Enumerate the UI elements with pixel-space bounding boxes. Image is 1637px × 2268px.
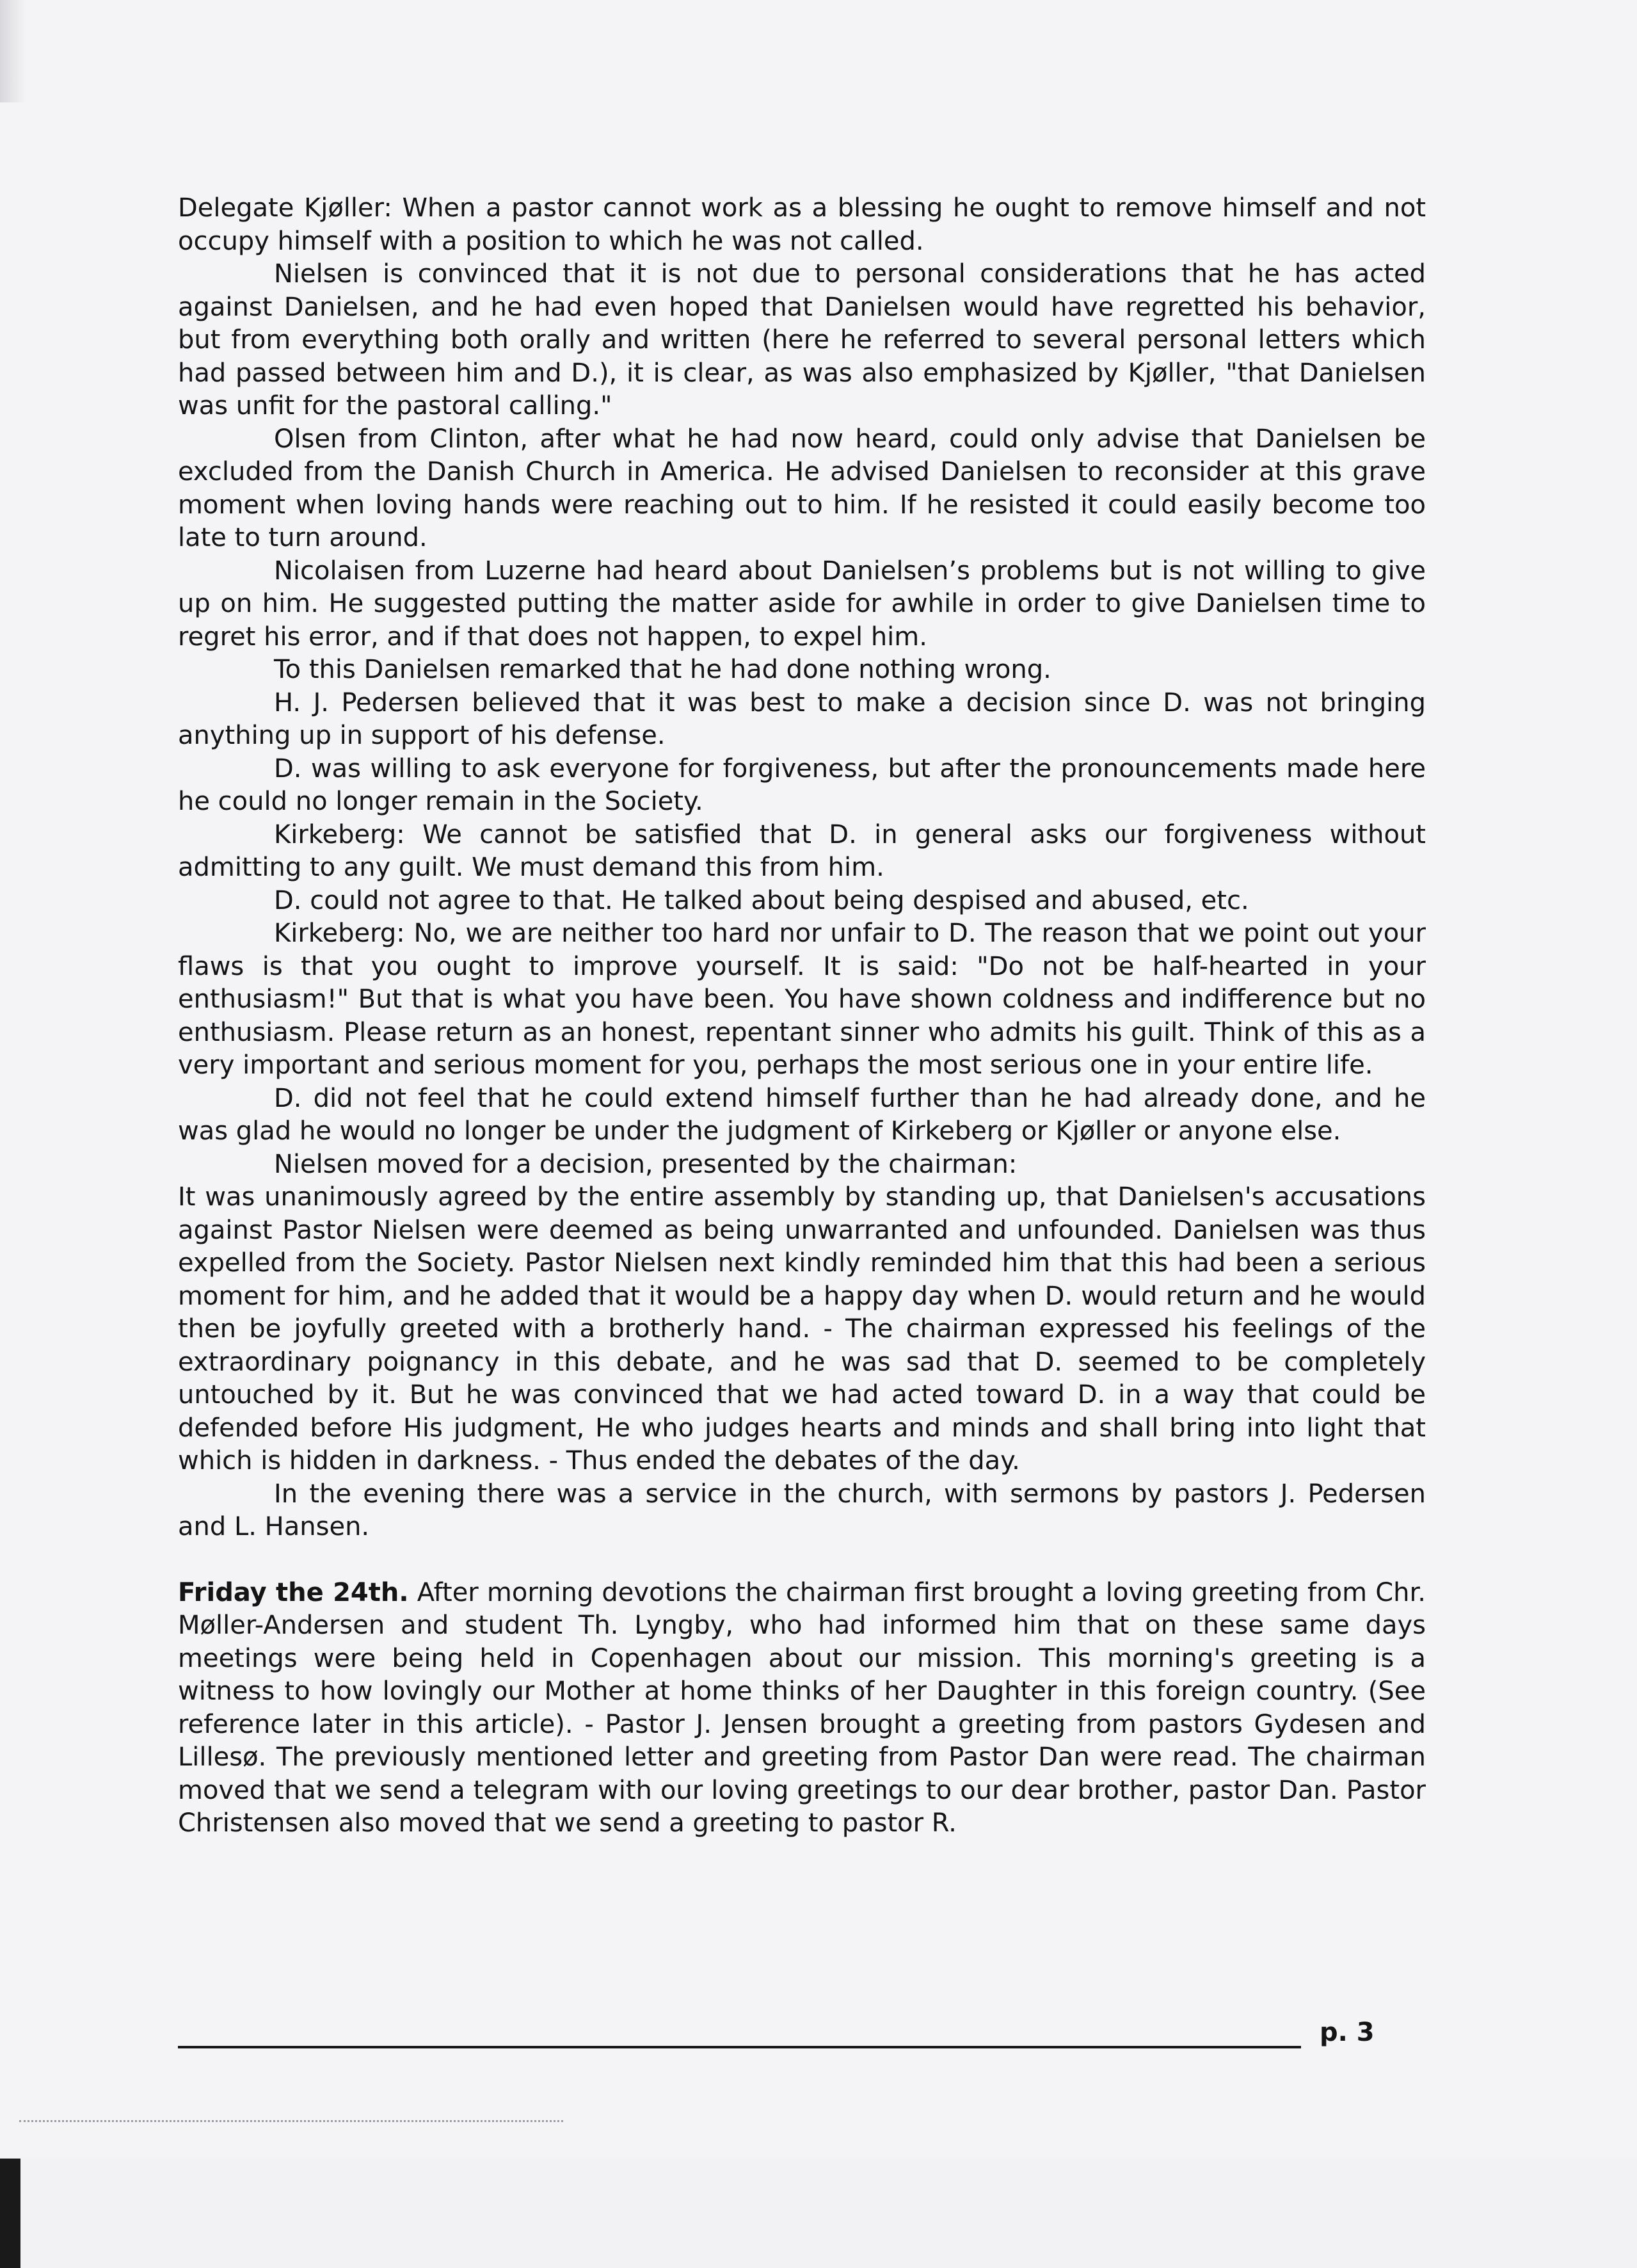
paragraph-nicolaisen: Nicolaisen from Luzerne had heard about Danielsen’s problems but is not willing to give up on him. He suggested putting the matter aside for awhile in order to give Danielsen time to regret his error, and if that does not happen, to expel him. bbox=[178, 556, 1426, 652]
paragraph-kirkeberg-1: Kirkeberg: We cannot be satisfied that D. in general asks our forgiveness without admitting to any guilt. We must demand this from him. bbox=[178, 819, 1426, 882]
footer-rule bbox=[178, 2046, 1301, 2048]
paragraph-olsen: Olsen from Clinton, after what he had now heard, could only advise that Danielsen be excluded from the Danish Church in America. He advised Danielsen to reconsider at this grave moment when loving hands were reaching out to him. If he resisted it could easily become too late to turn around. bbox=[178, 424, 1426, 552]
paragraph-kirkeberg-2: Kirkeberg: No, we are neither too hard nor unfair to D. The reason that we point out your flaws is that you ought to improve yourself. It is said: "Do not be half-hearted in your enthusiasm!" But that is what you have been. You have shown coldness and indifference but no enthusiasm. Please return as an honest, repentant sinner who admits his guilt. Think of this as a very important and serious moment for you, perhaps the most serious one in your entire life. bbox=[178, 919, 1426, 1080]
paragraph-danielsen-remark: To this Danielsen remarked that he had done nothing wrong. bbox=[274, 655, 1051, 684]
paragraph-d-glad: D. did not feel that he could extend himself further than he had already done, and he was glad he would no longer be under the judgment of Kirkeberg or Kjøller or anyone else. bbox=[178, 1083, 1426, 1146]
paragraph-d-disagree: D. could not agree to that. He talked about being despised and abused, etc. bbox=[274, 885, 1249, 915]
paragraph-kjoller: Delegate Kjøller: When a pastor cannot work as a blessing he ought to remove himself and not occupy himself with a position to which he was not called. bbox=[178, 193, 1426, 256]
paragraph-decision: It was unanimously agreed by the entire assembly by standing up, that Danielsen's accusations against Pastor Nielsen were deemed as being unwarranted and unfounded. Danielsen was thus expelled from the Society. Pastor Nielsen next kindly reminded him that this had been a serious moment for him, and he added that it would be a happy day when D. would return and he would then be joyfully greeted with a brotherly hand. - The chairman expressed his feelings of the extraordinary poignancy in this debate, and he was sad that D. seemed to be completely untouched by it. But he was convinced that we had acted toward D. in a way that could be defended before His judgment, He who judges hearts and minds and shall bring into light that which is hidden in darkness. - Thus ended the debates of the day. bbox=[178, 1182, 1426, 1476]
scan-bottom-edge bbox=[0, 2159, 20, 2268]
friday-heading: Friday the 24th. bbox=[178, 1577, 409, 1607]
paragraph-friday bbox=[178, 1577, 1426, 1840]
paragraph-nielsen-motion: Nielsen moved for a decision, presented by the chairman: bbox=[274, 1149, 1018, 1179]
page-number: p. 3 bbox=[1320, 2018, 1375, 2047]
friday-text: After morning devotions the chairman first brought a loving greeting from Chr. Møller-Andersen and student Th. Lyngby, who had informed him that on these same days meetings were being held in Copenhagen about our mission. This morning's greeting is a witness to how lovingly our Mother at home thinks of her Daughter in this foreign country. (See reference later in this article). - Pastor J. Jensen brought a greeting from pastors Gydesen and Lillesø. The previously mentioned letter and greeting from Pastor Dan were read. The chairman moved that we send a telegram with our loving greetings to our dear brother, pastor Dan. Pastor Christensen also moved that we send a greeting to pastor R. bbox=[178, 1577, 1426, 1838]
scan-artifact-dots bbox=[19, 2120, 563, 2122]
paragraph-pedersen: H. J. Pedersen believed that it was best to make a decision since D. was not bringing anything up in support of his defense. bbox=[178, 688, 1426, 750]
scan-edge-shadow bbox=[0, 0, 26, 102]
scan-bottom-strip bbox=[0, 2159, 1637, 2268]
paragraph-d-forgiveness: D. was willing to ask everyone for forgiveness, but after the pronouncements made here he could no longer remain in the Society. bbox=[178, 753, 1426, 816]
document-body bbox=[178, 192, 1426, 1840]
paragraph-nielsen-convinced: Nielsen is convinced that it is not due to personal considerations that he has acted against Danielsen, and he had even hoped that Danielsen would have regretted his behavior, but from everything both orally and written (here he referred to several personal letters which had passed between him and D.), it is clear, as was also emphasized by Kjøller, "that Danielsen was unfit for the pastoral calling." bbox=[178, 259, 1426, 421]
paragraph-evening-service: In the evening there was a service in the church, with sermons by pastors J. Pedersen and L. Hansen. bbox=[178, 1479, 1426, 1541]
